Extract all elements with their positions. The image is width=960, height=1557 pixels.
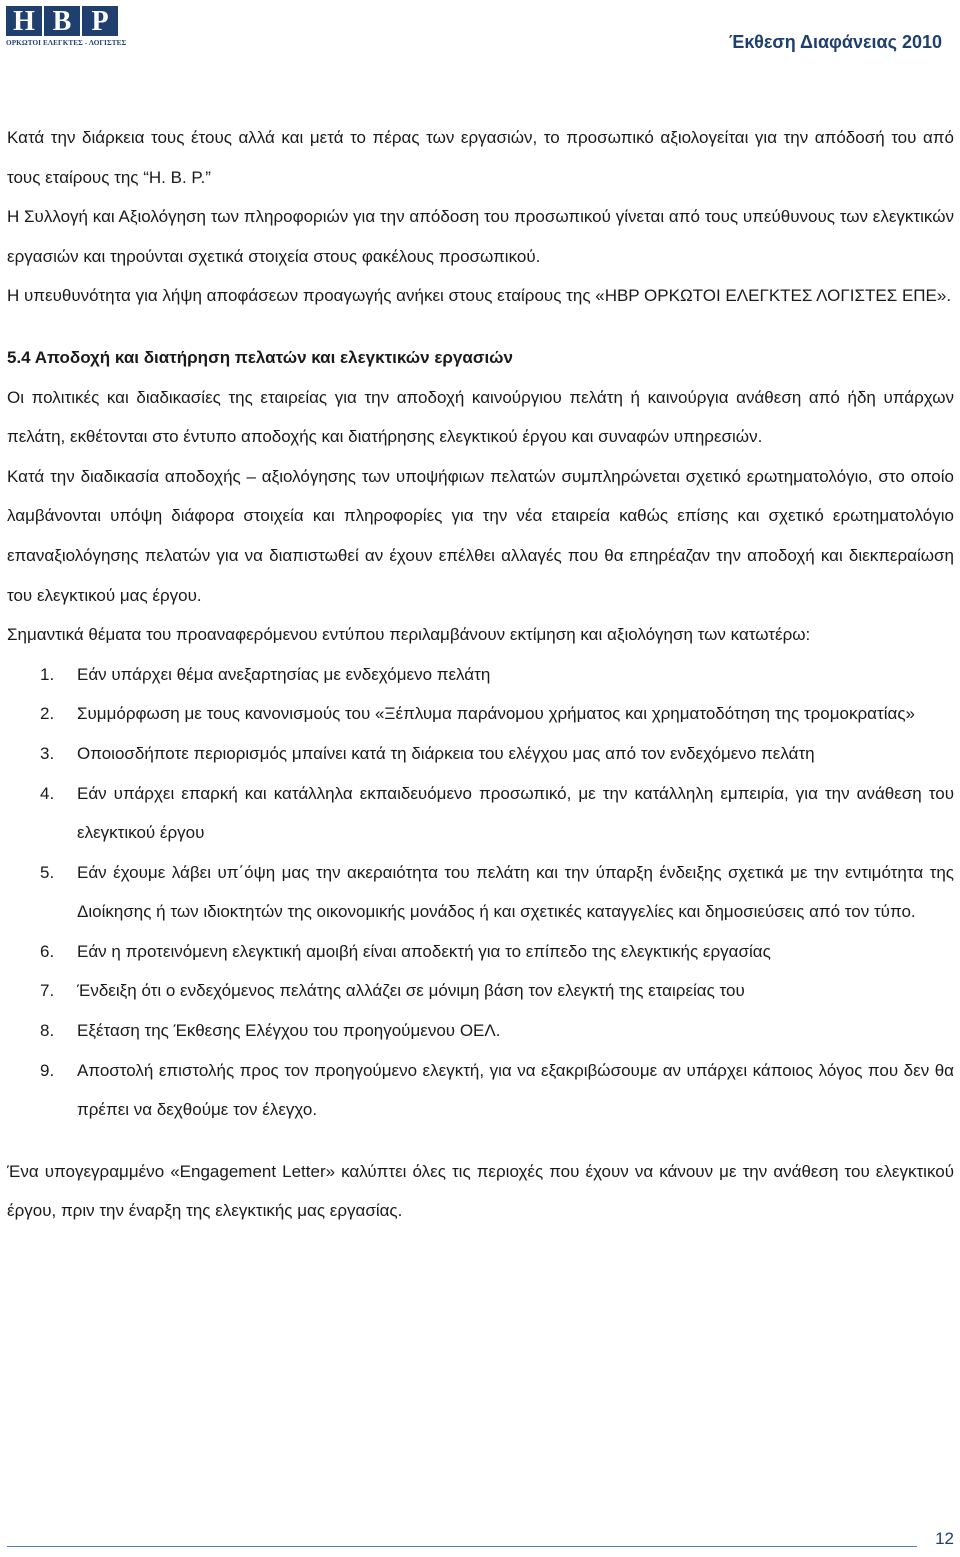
list-item xyxy=(7,734,954,774)
list-item xyxy=(7,1011,954,1051)
criteria-list xyxy=(7,655,954,1130)
list-item xyxy=(7,853,954,932)
intro-paragraph-1: Κατά την διάρκεια τους έτους αλλά και μετά το πέρας των εργασιών, το προσωπικό αξιολογείται για την απόδοσή του από τους εταίρους της “Η. Β. Ρ.” xyxy=(7,128,954,187)
list-text: Εάν η προτεινόμενη ελεγκτική αμοιβή είναι αποδεκτή για το επίπεδο της ελεγκτικής εργασίας xyxy=(77,941,771,961)
list-item xyxy=(7,971,954,1011)
list-number: 2. xyxy=(40,704,55,724)
list-text: Εάν υπάρχει επαρκή και κατάλληλα εκπαιδευόμενο προσωπικό, με την κατάλληλη εμπειρία, για την ανάθεση του ελεγκτικού έργου xyxy=(77,783,954,843)
company-logo xyxy=(6,6,127,47)
logo-letter-h: H xyxy=(6,6,42,36)
list-item xyxy=(7,655,954,695)
section-paragraph-3: Σημαντικά θέματα του προαναφερόμενου εντύπου περιλαμβάνουν εκτίμηση και αξιολόγηση των κατωτέρω: xyxy=(7,625,811,645)
list-text: Αποστολή επιστολής προς τον προηγούμενο ελεγκτή, για να εξακριβώσουμε αν υπάρχει κάποιος λόγος που δεν θα πρέπει να δεχθούμε τον έλεγχο. xyxy=(77,1060,954,1120)
list-item xyxy=(7,1051,954,1130)
logo-letters xyxy=(6,6,120,36)
report-title: Έκθεση Διαφάνειας 2010 xyxy=(728,32,942,52)
list-text: Συμμόρφωση με τους κανονισμούς του «Ξέπλυμα παράνομου χρήματος και χρηματοδότηση της τρομοκρατίας» xyxy=(77,704,915,724)
logo-letter-b: B xyxy=(44,6,80,36)
logo-subtitle: ΟΡΚΩΤΟΙ ΕΛΕΓΚΤΕΣ - ΛΟΓΙΣΤΕΣ xyxy=(6,39,127,47)
list-text: Οποιοσδήποτε περιορισμός μπαίνει κατά τη διάρκεια του ελέγχου μας από τον ενδεχόμενο πελάτη xyxy=(77,743,815,763)
list-number: 1. xyxy=(40,664,55,684)
closing-paragraph: Ένα υπογεγραμμένο «Engagement Letter» καλύπτει όλες τις περιοχές που έχουν να κάνουν με την ανάθεση του ελεγκτικού έργου, πριν την έναρξη της ελεγκτικής μας εργασίας. xyxy=(7,1161,954,1221)
list-text: Εάν έχουμε λάβει υπ΄όψη μας την ακεραιότητα του πελάτη και την ύπαρξη ένδειξης σχετικά με την εντιμότητα της Διοίκησης ή των ιδιοκτητών της οικονομικής μονάδος ή και σχετικές καταγγελίες και δημοσιεύσεις από τον τύπο. xyxy=(77,862,954,922)
list-number: 5. xyxy=(40,862,55,882)
list-number: 7. xyxy=(40,981,55,1001)
logo-letter-p: P xyxy=(82,6,118,36)
section-paragraph-2: Κατά την διαδικασία αποδοχής – αξιολόγησης των υποψήφιων πελατών συμπληρώνεται σχετικό ερωτηματολόγιο, στο οποίο λαμβάνονται υπόψη διάφορα στοιχεία και πληροφορίες για την νέα εταιρεία καθώς επίσης και σχετικό ερωτηματολόγιο επαναξιολόγησης πελατών για να διαπιστωθεί αν έχουν επέλθει αλλαγές που θα επηρέαζαν την αποδοχή και διεκπεραίωση του ελεγκτικού μας έργου. xyxy=(7,466,954,605)
list-item xyxy=(7,932,954,972)
section-paragraph-1: Οι πολιτικές και διαδικασίες της εταιρείας για την αποδοχή καινούργιου πελάτη ή καινούργια ανάθεση από ήδη υπάρχων πελάτη, εκθέτονται στο έντυπο αποδοχής και διατήρησης ελεγκτικού έργου και συναφών υπηρεσιών. xyxy=(7,387,954,447)
section-heading: 5.4 Αποδοχή και διατήρηση πελατών και ελεγκτικών εργασιών xyxy=(7,347,513,367)
list-item xyxy=(7,694,954,734)
list-item xyxy=(7,774,954,853)
page-number: 12 xyxy=(935,1529,954,1548)
list-number: 6. xyxy=(40,941,55,961)
intro-paragraph-2: Η Συλλογή και Αξιολόγηση των πληροφοριών για την απόδοση του προσωπικού γίνεται από τους υπεύθυνους των ελεγκτικών εργασιών και τηρούνται σχετικά στοιχεία στους φακέλους προσωπικού. xyxy=(7,207,954,266)
list-number: 8. xyxy=(40,1021,55,1041)
list-number: 9. xyxy=(40,1060,55,1080)
intro-paragraph-3: Η υπευθυνότητα για λήψη αποφάσεων προαγωγής ανήκει στους εταίρους της «HBP ΟΡΚΩΤΟΙ ΕΛΕΓΚΤΕΣ ΛΟΓΙΣΤΕΣ ΕΠΕ». xyxy=(7,286,952,306)
list-number: 4. xyxy=(40,783,55,803)
list-text: Εξέταση της Έκθεσης Ελέγχου του προηγούμενου ΟΕΛ. xyxy=(77,1021,501,1041)
list-text: Ένδειξη ότι ο ενδεχόμενος πελάτης αλλάζει σε μόνιμη βάση τον ελεγκτή της εταιρείας του xyxy=(77,981,745,1001)
list-number: 3. xyxy=(40,743,55,763)
list-text: Εάν υπάρχει θέμα ανεξαρτησίας με ενδεχόμενο πελάτη xyxy=(77,664,491,684)
footer-divider xyxy=(7,1546,917,1547)
page-content xyxy=(7,118,954,1231)
